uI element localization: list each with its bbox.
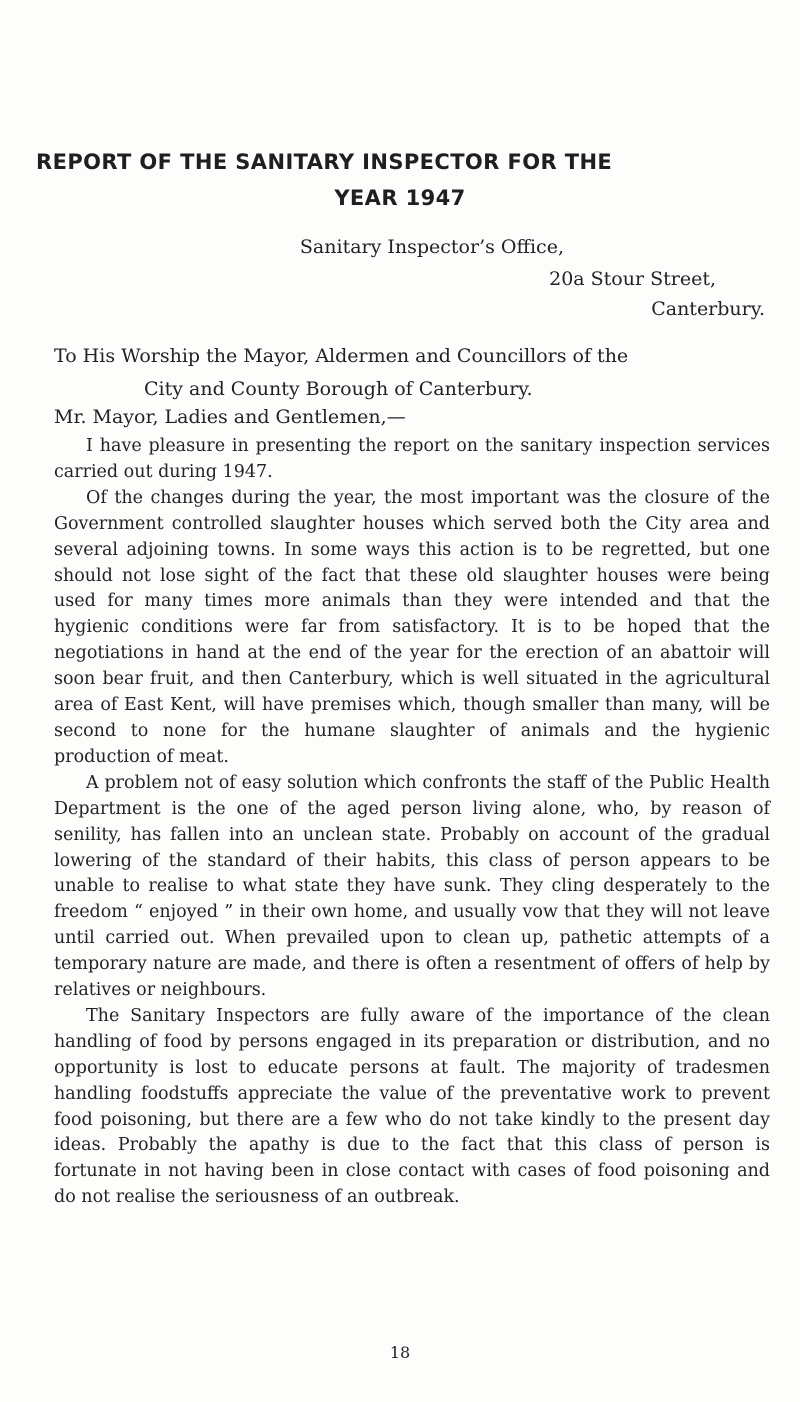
salutation: Mr. Mayor, Ladies and Gentlemen,— [54, 406, 406, 428]
paragraph-intro: I have pleasure in presenting the report on the sanitary inspection services carried out during 1947. [54, 436, 770, 482]
paragraph-aged-persons: A problem not of easy solution which confronts the staff of the Public Health Department is the one of the aged person living alone, who, by reason of senility, has fallen into an unclean state. Probably on account of the gradual lowering of the standard of their habits, this class of person appears to be unable to realise to what state they have sunk. They cling desperately to the freedom “ enjoyed ” in their own home, and usually vow that they will not leave until carried out. When prevailed upon to clean up, pathetic attempts of a temporary nature are made, and there is often a resentment of offers of help by relatives or neighbours. [54, 772, 770, 1001]
address-line-street: 20a Stour Street, [549, 268, 716, 290]
report-title-line-2: YEAR 1947 [334, 186, 466, 210]
addressee-line-2: City and County Borough of Canterbury. [144, 378, 533, 400]
addressee-block [54, 340, 774, 406]
page-number: 18 [389, 1343, 411, 1362]
addressee-line-1: To His Worship the Mayor, Aldermen and Councillors of the [54, 345, 629, 367]
report-body [54, 434, 770, 1211]
address-line-office: Sanitary Inspector’s Office, [299, 236, 564, 258]
paragraph-food-handling: The Sanitary Inspectors are fully aware of the importance of the clean handling of food by persons engaged in its preparation or distribution, and no opportunity is lost to educate persons at fault. The majority of tradesmen handling foodstuffs appreciate the value of the preventative work to prevent food poisoning, but there are a few who do not take kindly to the present day ideas. Probably the apathy is due to the fact that this class of person is fortunate in not having been in close contact with cases of food poisoning and do not realise the seriousness of an outbreak. [54, 1005, 770, 1208]
report-title-line-1: REPORT OF THE SANITARY INSPECTOR FOR THE [36, 150, 613, 174]
address-line-city: Canterbury. [651, 298, 765, 320]
paragraph-slaughter-houses: Of the changes during the year, the most important was the closure of the Government controlled slaughter houses which served both the City area and several adjoining towns. In some ways this action is to be regretted, but one should not lose sight of the fact that these old slaughter houses were being used for many times more animals than they were intended and that the hygienic conditions were far from satisfactory. It is to be hoped that the negotiations in hand at the end of the year for the erection of an abattoir will soon bear fruit, and then Canterbury, which is well situated in the agricultural area of East Kent, will have premises which, though smaller than many, will be second to none for the humane slaughter of animals and the hygienic production of meat. [54, 487, 770, 767]
